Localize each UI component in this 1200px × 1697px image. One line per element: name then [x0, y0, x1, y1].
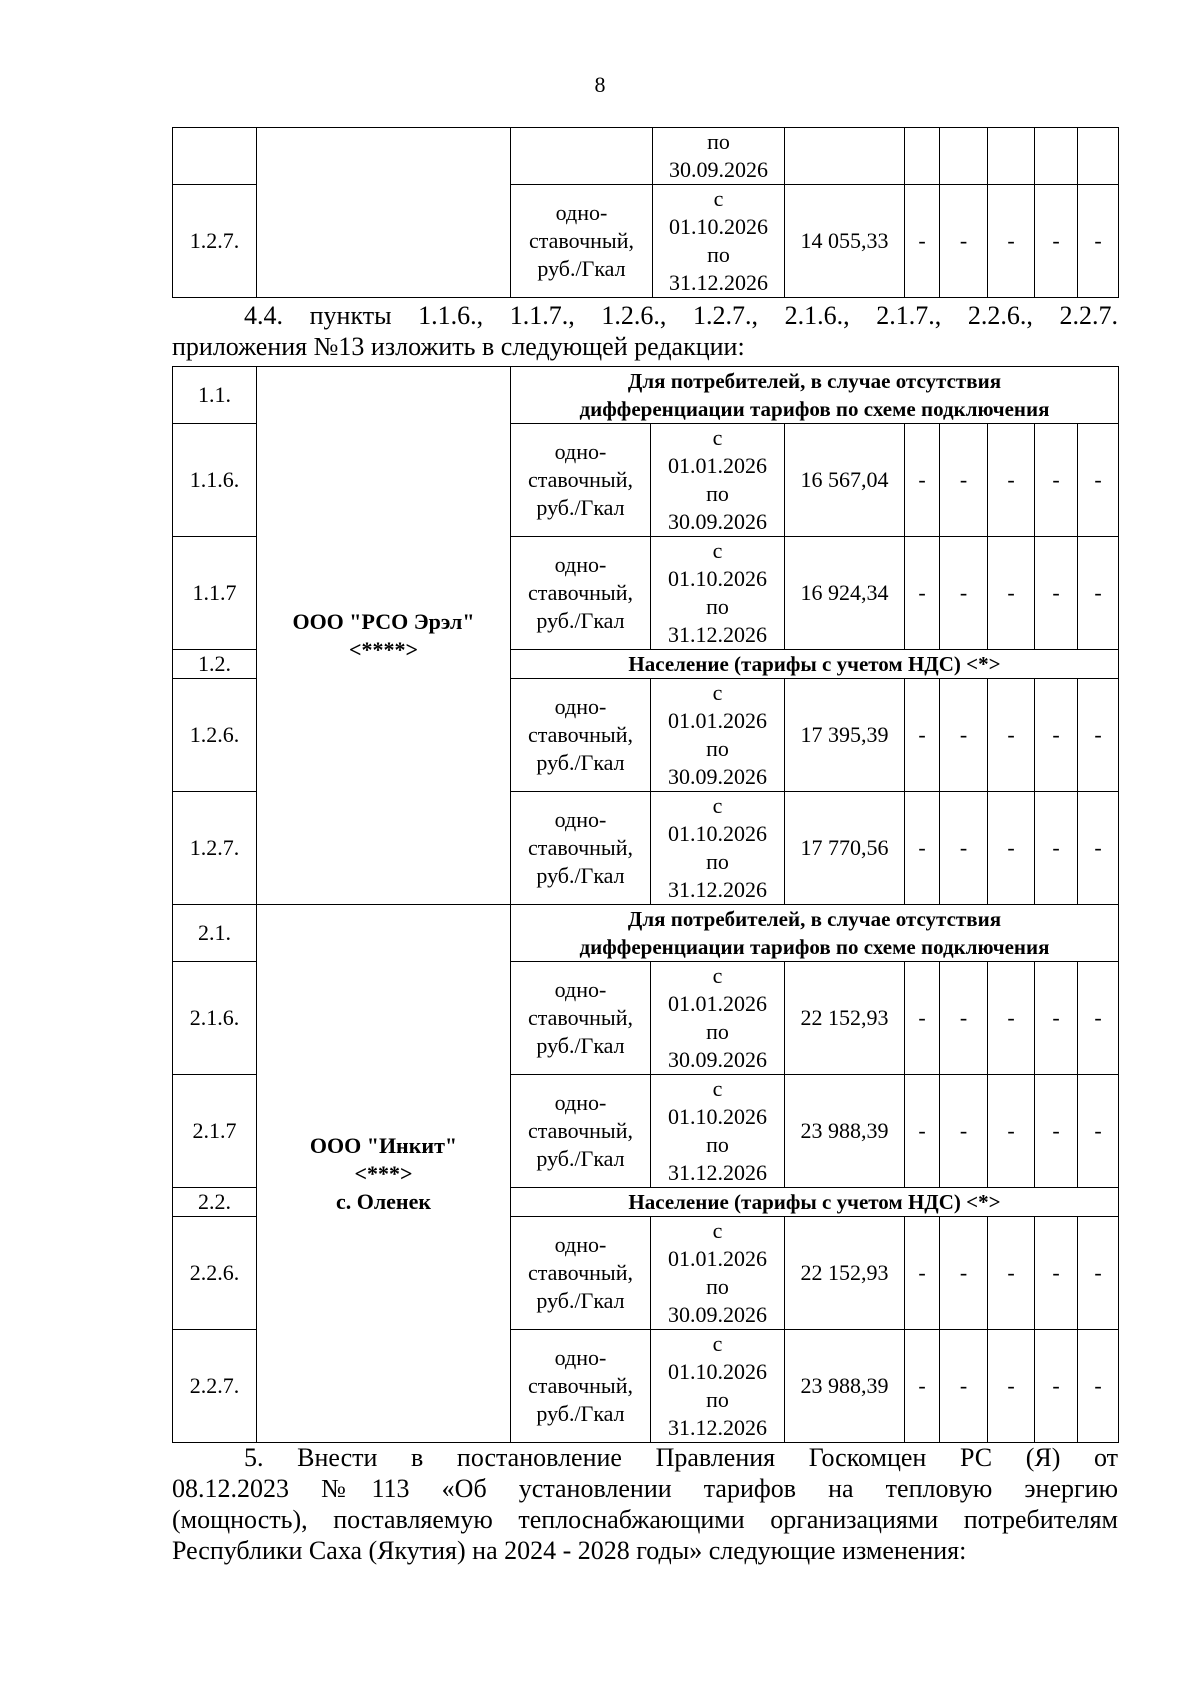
period-cell: [651, 679, 785, 792]
dash-cell: -: [940, 1075, 988, 1188]
value-cell: 14 055,33: [785, 185, 905, 298]
section-header-line: Для потребителей, в случае отсутствия: [627, 907, 1002, 931]
dash-cell: -: [1078, 1075, 1119, 1188]
dash-cell: -: [940, 537, 988, 650]
rate-type-text: одно-: [554, 807, 607, 832]
row-number-cell: 1.1.7: [173, 537, 257, 650]
dash-cell: -: [940, 424, 988, 537]
row-number-cell: 2.2.: [173, 1188, 257, 1217]
dash-cell: -: [940, 792, 988, 905]
dash-cell: -: [1078, 1217, 1119, 1330]
period-text: по: [707, 242, 730, 267]
period-text: 01.01.2026: [668, 708, 767, 733]
rate-type-cell: [511, 679, 651, 792]
dash-cell: -: [988, 424, 1035, 537]
row-number-cell: 1.1.6.: [173, 424, 257, 537]
dash-cell: [1078, 128, 1119, 185]
organization-name: ООО "Инкит": [309, 1132, 458, 1158]
period-text: 30.09.2026: [668, 1302, 767, 1327]
period-text: с: [712, 793, 723, 818]
value-cell: [785, 128, 905, 185]
rate-type-text: руб./Гкал: [536, 863, 625, 888]
rate-type-cell: [511, 424, 651, 537]
table-row: [173, 367, 1119, 424]
rate-type-cell: [511, 1330, 651, 1443]
period-text: 31.12.2026: [668, 877, 767, 902]
dash-cell: -: [905, 1330, 940, 1443]
organization-place: с. Оленек: [335, 1188, 432, 1214]
dash-cell: -: [905, 1217, 940, 1330]
period-text: по: [706, 1132, 729, 1157]
row-number-cell: 1.2.6.: [173, 679, 257, 792]
dash-cell: -: [940, 185, 988, 298]
paragraph-5: [172, 1442, 1118, 1566]
dash-cell: -: [1035, 537, 1078, 650]
rate-type-text: руб./Гкал: [536, 608, 625, 633]
period-cell: [651, 1075, 785, 1188]
rate-type-text: ставочный,: [528, 1005, 633, 1030]
dash-cell: -: [905, 1075, 940, 1188]
rate-type-text: одно-: [554, 977, 607, 1002]
rate-type-text: одно-: [555, 200, 608, 225]
main-tariff-table: [172, 366, 1119, 1443]
period-text: по: [706, 481, 729, 506]
dash-cell: -: [940, 1217, 988, 1330]
rate-type-text: одно-: [554, 1090, 607, 1115]
value-cell: 23 988,39: [785, 1330, 905, 1443]
rate-type-text: руб./Гкал: [536, 1288, 625, 1313]
row-number-cell: 1.2.: [173, 650, 257, 679]
dash-cell: -: [988, 537, 1035, 650]
rate-type-text: одно-: [554, 1232, 607, 1257]
period-cell: [651, 1330, 785, 1443]
period-cell: [653, 185, 785, 298]
period-text: по: [706, 1387, 729, 1412]
rate-type-text: ставочный,: [528, 1260, 633, 1285]
period-cell: [653, 128, 785, 185]
period-text: с: [713, 186, 724, 211]
rate-type-text: ставочный,: [528, 467, 633, 492]
rate-type-text: ставочный,: [529, 228, 634, 253]
row-number-cell: 2.1.: [173, 905, 257, 962]
dash-cell: -: [1078, 537, 1119, 650]
dash-cell: -: [988, 185, 1035, 298]
rate-type-text: одно-: [554, 552, 607, 577]
period-text: с: [712, 680, 723, 705]
rate-type-cell: [511, 962, 651, 1075]
rate-type-cell: [511, 128, 653, 185]
row-number-cell: [173, 128, 257, 185]
row-number-cell: 2.2.6.: [173, 1217, 257, 1330]
section-header: [511, 905, 1119, 962]
period-text: 01.01.2026: [668, 1246, 767, 1271]
period-text: по: [706, 736, 729, 761]
dash-cell: -: [905, 792, 940, 905]
dash-cell: -: [1078, 962, 1119, 1075]
period-text: с: [712, 1076, 723, 1101]
organization-cell: [257, 367, 511, 905]
dash-cell: -: [988, 1217, 1035, 1330]
period-text: 31.12.2026: [668, 1415, 767, 1440]
organization-cell: [257, 905, 511, 1443]
rate-type-cell: [511, 792, 651, 905]
period-text: 01.01.2026: [668, 991, 767, 1016]
dash-cell: [905, 128, 940, 185]
paragraph-line: Республики Саха (Якутия) на 2024 - 2028 годы» следующие изменения:: [172, 1536, 967, 1565]
rate-type-text: руб./Гкал: [536, 750, 625, 775]
rate-type-text: ставочный,: [528, 1373, 633, 1398]
rate-type-text: руб./Гкал: [536, 1146, 625, 1171]
period-text: с: [712, 963, 723, 988]
table-row: [173, 905, 1119, 962]
table-row: [173, 128, 1119, 185]
period-text: с: [712, 538, 723, 563]
period-text: 30.09.2026: [668, 764, 767, 789]
dash-cell: -: [988, 679, 1035, 792]
paragraph-line: приложения №13 изложить в следующей редакции:: [172, 332, 745, 361]
value-cell: 22 152,93: [785, 962, 905, 1075]
dash-cell: -: [988, 1075, 1035, 1188]
dash-cell: -: [940, 1330, 988, 1443]
dash-cell: [1035, 128, 1078, 185]
row-number-cell: 2.1.7: [173, 1075, 257, 1188]
period-text: 01.10.2026: [668, 821, 767, 846]
period-text: с: [712, 425, 723, 450]
period-text: 30.09.2026: [668, 509, 767, 534]
period-text: с: [712, 1218, 723, 1243]
period-text: 01.10.2026: [668, 1359, 767, 1384]
dash-cell: -: [1035, 1330, 1078, 1443]
value-cell: 23 988,39: [785, 1075, 905, 1188]
top-tariff-table: [172, 127, 1119, 298]
period-cell: [651, 792, 785, 905]
period-text: 31.12.2026: [668, 1160, 767, 1185]
paragraph-line: (мощность), поставляемую теплоснабжающими организациями потребителям: [172, 1505, 1118, 1534]
dash-cell: -: [988, 792, 1035, 905]
dash-cell: -: [988, 1330, 1035, 1443]
dash-cell: -: [940, 962, 988, 1075]
section-header: Население (тарифы с учетом НДС) <*>: [511, 650, 1119, 679]
dash-cell: -: [1078, 424, 1119, 537]
value-cell: 17 395,39: [785, 679, 905, 792]
page-number: 8: [594, 72, 606, 97]
rate-type-text: одно-: [554, 1345, 607, 1370]
rate-type-text: ставочный,: [528, 835, 633, 860]
rate-type-text: руб./Гкал: [536, 1033, 625, 1058]
dash-cell: -: [1035, 1075, 1078, 1188]
rate-type-cell: [511, 185, 653, 298]
paragraph-line: 5. Внести в постановление Правления Госкомцен РС (Я) от: [244, 1443, 1118, 1472]
row-number-cell: 2.1.6.: [173, 962, 257, 1075]
dash-cell: -: [905, 679, 940, 792]
period-text: 30.09.2026: [668, 1047, 767, 1072]
value-cell: 16 924,34: [785, 537, 905, 650]
dash-cell: -: [940, 679, 988, 792]
dash-cell: -: [1078, 185, 1119, 298]
organization-note: <***>: [354, 1160, 413, 1186]
period-text: по: [706, 849, 729, 874]
section-header-line: дифференциации тарифов по схеме подключения: [579, 935, 1050, 959]
rate-type-text: руб./Гкал: [536, 495, 625, 520]
organization-name: ООО "РСО Эрэл": [292, 608, 475, 634]
period-text: 01.10.2026: [668, 1104, 767, 1129]
period-cell: [651, 1217, 785, 1330]
rate-type-text: ставочный,: [528, 580, 633, 605]
period-text: 30.09.2026: [669, 157, 768, 182]
rate-type-text: ставочный,: [528, 1118, 633, 1143]
dash-cell: -: [1035, 424, 1078, 537]
dash-cell: -: [1035, 185, 1078, 298]
rate-type-text: руб./Гкал: [537, 256, 626, 281]
dash-cell: -: [1078, 792, 1119, 905]
dash-cell: -: [905, 424, 940, 537]
row-number-cell: 2.2.7.: [173, 1330, 257, 1443]
section-header: Население (тарифы с учетом НДС) <*>: [511, 1188, 1119, 1217]
organization-cell: [257, 128, 511, 298]
rate-type-cell: [511, 537, 651, 650]
dash-cell: -: [1035, 792, 1078, 905]
period-cell: [651, 962, 785, 1075]
period-text: по: [707, 129, 730, 154]
period-text: с: [712, 1331, 723, 1356]
paragraph-line: 4.4. пункты 1.1.6., 1.1.7., 1.2.6., 1.2.7., 2.1.6., 2.1.7., 2.2.6., 2.2.7.: [244, 301, 1118, 330]
period-cell: [651, 424, 785, 537]
period-text: 01.01.2026: [668, 453, 767, 478]
dash-cell: -: [1035, 962, 1078, 1075]
rate-type-text: одно-: [554, 439, 607, 464]
period-text: 01.10.2026: [668, 566, 767, 591]
paragraph-line: 08.12.2023 №113 «Об установлении тарифов на тепловую энергию: [172, 1474, 1118, 1503]
dash-cell: -: [1035, 1217, 1078, 1330]
section-header: [511, 367, 1119, 424]
rate-type-text: одно-: [554, 694, 607, 719]
dash-cell: -: [1078, 679, 1119, 792]
rate-type-cell: [511, 1075, 651, 1188]
dash-cell: [940, 128, 988, 185]
dash-cell: -: [988, 962, 1035, 1075]
period-cell: [651, 537, 785, 650]
period-text: 31.12.2026: [669, 270, 768, 295]
dash-cell: -: [905, 185, 940, 298]
period-text: по: [706, 1274, 729, 1299]
row-number-cell: 1.2.7.: [173, 792, 257, 905]
dash-cell: [988, 128, 1035, 185]
rate-type-text: руб./Гкал: [536, 1401, 625, 1426]
value-cell: 17 770,56: [785, 792, 905, 905]
section-header-line: дифференциации тарифов по схеме подключения: [579, 397, 1050, 421]
dash-cell: -: [905, 962, 940, 1075]
value-cell: 22 152,93: [785, 1217, 905, 1330]
paragraph-4-4: [172, 300, 1118, 362]
period-text: 01.10.2026: [669, 214, 768, 239]
row-number-cell: 1.1.: [173, 367, 257, 424]
dash-cell: -: [1078, 1330, 1119, 1443]
section-header-line: Для потребителей, в случае отсутствия: [627, 369, 1002, 393]
rate-type-cell: [511, 1217, 651, 1330]
organization-note: <****>: [348, 636, 419, 662]
row-number-cell: 1.2.7.: [173, 185, 257, 298]
dash-cell: -: [1035, 679, 1078, 792]
value-cell: 16 567,04: [785, 424, 905, 537]
period-text: по: [706, 1019, 729, 1044]
period-text: по: [706, 594, 729, 619]
rate-type-text: ставочный,: [528, 722, 633, 747]
dash-cell: -: [905, 537, 940, 650]
period-text: 31.12.2026: [668, 622, 767, 647]
